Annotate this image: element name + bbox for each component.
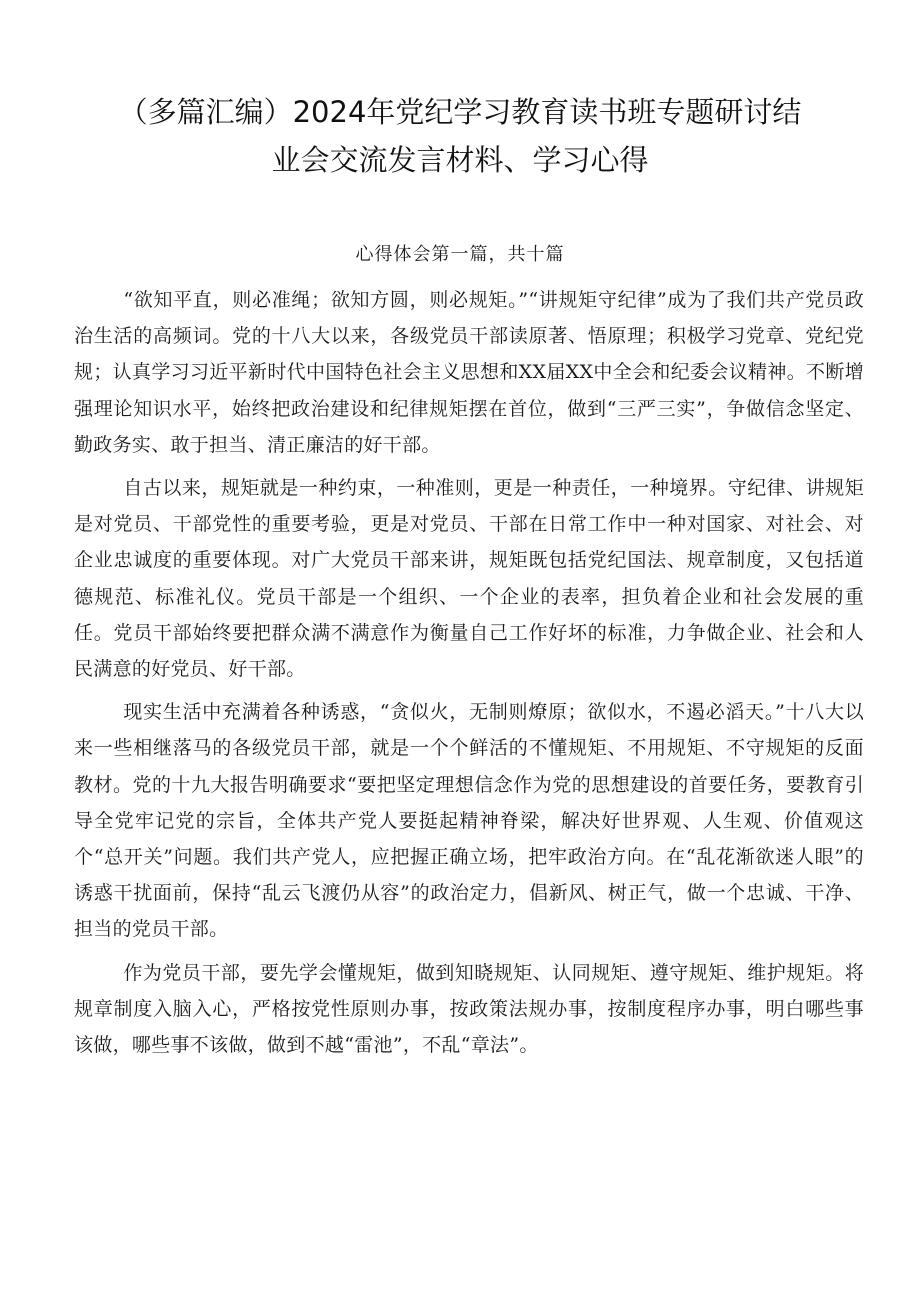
- document-body: [74, 282, 864, 1070]
- body-paragraph-3: 现实生活中充满着各种诱惑，“贪似火，无制则燎原；欲似水，不遏必滔天。”十八大以来一些相继落马的各级党员干部，就是一个个鲜活的不懂规矩、不用规矩、不守规矩的反面教材。党的十九大报告明确要求“要把坚定理想信念作为党的思想建设的首要任务，要教育引导全党牢记党的宗旨，全体共产党人要挺起精神脊梁，解决好世界观、人生观、价值观这个“总开关”问题。我们共产党人，应把握正确立场，把牢政治方向。在“乱花渐欲迷人眼”的诱惑干扰面前，保持“乱云飞渡仍从容”的政治定力，倡新风、树正气，做一个忠诚、干净、担当的党员干部。: [74, 701, 864, 941]
- body-paragraph-4: 作为党员干部，要先学会懂规矩，做到知晓规矩、认同规矩、遵守规矩、维护规矩。将规章制度入脑入心，严格按党性原则办事，按政策法规办事，按制度程序办事，明白哪些事该做，哪些事不该做，做到不越“雷池”，不乱“章法”。: [74, 961, 864, 1057]
- document-title-line-2: 业会交流发言材料、学习心得: [271, 143, 649, 177]
- body-paragraph-1: “欲知平直，则必准绳；欲知方圆，则必规矩。”“讲规矩守纪律”成为了我们共产党员政治生活的高频词。党的十八大以来，各级党员干部读原著、悟原理；积极学习党章、党纪党规；认真学习习近平新时代中国特色社会主义思想和XX届XX中全会和纪委会议精神。不断增强理论知识水平，始终把政治建设和纪律规矩摆在首位，做到“三严三实”，争做信念坚定、勤政务实、敢于担当、清正廉洁的好干部。: [74, 289, 864, 456]
- document-title-line-1: （多篇汇编）2024年党纪学习教育读书班专题研讨结: [118, 95, 802, 129]
- document-title: [80, 88, 840, 184]
- section-subtitle: 心得体会第一篇，共十篇: [355, 244, 565, 265]
- body-paragraph-2: 自古以来，规矩就是一种约束，一种准则，更是一种责任，一种境界。守纪律、讲规矩是对党员、干部党性的重要考验，更是对党员、干部在日常工作中一种对国家、对社会、对企业忠诚度的重要体现。对广大党员干部来讲，规矩既包括党纪国法、规章制度，又包括道德规范、标准礼仪。党员干部是一个组织、一个企业的表率，担负着企业和社会发展的重任。党员干部始终要把群众满不满意作为衡量自己工作好坏的标准，力争做企业、社会和人民满意的好党员、好干部。: [74, 477, 864, 681]
